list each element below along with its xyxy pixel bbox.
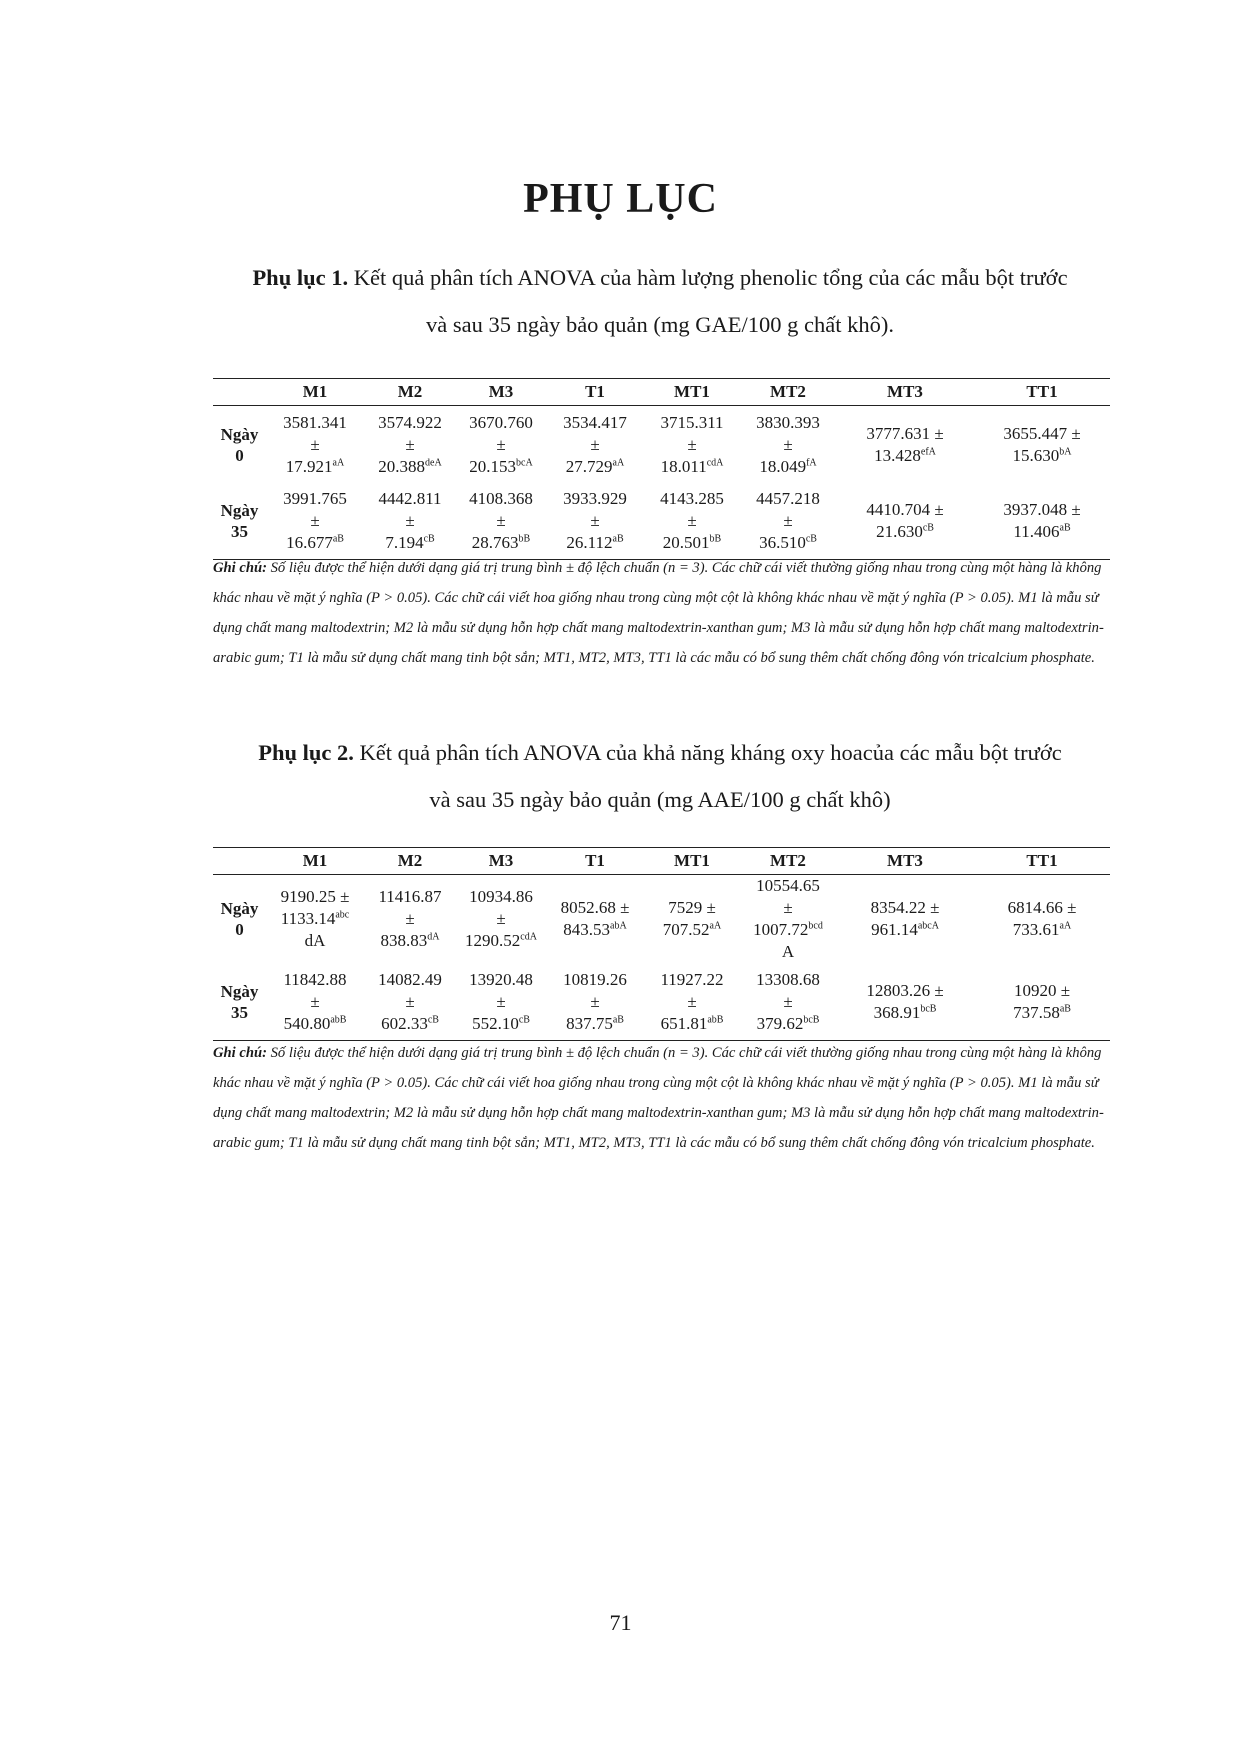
significance-letters: aA [612,456,625,468]
significance-letters: aA [1059,920,1072,932]
cell-value: 602.33 [381,1013,428,1033]
table-cell [266,963,364,1041]
cell-value: ± [496,909,506,928]
cell-value: ± [405,434,415,454]
cell-value: 3534.417 [563,412,627,432]
cell-value: 843.53 [563,920,611,939]
cell-value: ± [783,991,793,1011]
cell-value: 18.011 [660,456,707,476]
table-cell [546,963,644,1041]
note-text: Số liệu được thể hiện dưới dạng giá trị trung bình ± độ lệch chuẩn (n = 3). Các chữ cái viết thường giống nhau trong cùng một hàng là không khác nhau về mặt ý nghĩa (P > 0.05). Các chữ cái viết hoa giống nhau trong cùng một cột là không khác nhau về mặt ý nghĩa (P > 0.05). M1 là mẫu sử dụng chất mang maltodextrin; M2 là mẫu sử dụng hỗn hợp chất mang maltodextrin-xanthan gum; M3 là mẫu sử dụng hỗn hợp chất mang maltodextrin-arabic gum; T1 là mẫu sử dụng chất mang tinh bột sắn; MT1, MT2, MT3, TT1 là các mẫu có bổ sung thêm chất chống đông vón tricalcium phosphate. [213,560,1104,666]
row-header-text: Ngày [220,424,259,444]
cell-value: 3933.929 [563,489,627,508]
cell-value: 28.763 [471,533,519,552]
cell-value: 10920 ± [1013,980,1071,1000]
cell-value: 20.388 [378,456,426,476]
significance-letters: abcA [917,920,939,932]
table-cell [974,963,1110,1041]
significance-letters: cB [518,1013,530,1025]
table-cell [974,875,1110,964]
cell-value: 4143.285 [660,489,724,508]
column-header: TT1 [974,848,1110,875]
appendix2-note [213,1038,1118,1158]
cell-value: ± [405,909,415,928]
appendix1-label: Phụ lục 1. [252,265,349,290]
cell-value: 6814.66 ± [1007,898,1077,917]
cell-value: ± [405,991,415,1011]
significance-letters: cB [922,522,934,534]
table-cell [974,406,1110,484]
table-cell [836,406,974,484]
cell-value: 18.049 [759,456,807,476]
cell-value: 3777.631 ± [866,423,944,443]
note-label: Ghi chú: [213,560,267,576]
column-header: T1 [546,379,644,406]
cell-value: 4442.811 [378,489,442,508]
cell-value: ± [496,511,506,530]
column-header: MT3 [836,848,974,875]
page-number: 71 [609,1610,632,1635]
table-cell [740,483,836,560]
cell-value: ± [405,511,415,530]
table-cell [546,406,644,484]
note-text: Số liệu được thể hiện dưới dạng giá trị trung bình ± độ lệch chuẩn (n = 3). Các chữ cái viết thường giống nhau trong cùng một hàng là không khác nhau về mặt ý nghĩa (P > 0.05). Các chữ cái viết hoa giống nhau trong cùng một cột là không khác nhau về mặt ý nghĩa (P > 0.05). M1 là mẫu sử dụng chất mang maltodextrin; M2 là mẫu sử dụng hỗn hợp chất mang maltodextrin-xanthan gum; M3 là mẫu sử dụng hỗn hợp chất mang maltodextrin-arabic gum; T1 là mẫu sử dụng chất mang tinh bột sắn; MT1, MT2, MT3, TT1 là các mẫu có bổ sung thêm chất chống đông vón tricalcium phosphate. [213,1045,1104,1151]
cell-value: 8354.22 ± [870,898,940,917]
row-header-text: 35 [231,1002,248,1022]
significance-letters: deA [425,456,442,468]
significance-letters: fA [806,456,817,468]
cell-value: 21.630 [876,522,923,541]
significance-letters: efA [920,445,936,457]
table-cell [456,875,546,964]
table-cell [644,406,740,484]
cell-value: ± [496,991,506,1011]
significance-letters: bB [709,533,722,545]
significance-letters: bcA [516,456,533,468]
significance-letters: abc [335,909,350,921]
significance-letters: bA [1059,445,1072,457]
cell-value: 707.52 [662,920,710,939]
cell-value: 15.630 [1012,445,1060,465]
column-header: MT1 [644,848,740,875]
note-label: Ghi chú: [213,1045,267,1061]
appendix2-caption-line2: và sau 35 ngày bảo quản (mg AAE/100 g chất khô) [429,787,891,812]
table-cell [644,875,740,964]
cell-value: 737.58 [1013,1002,1060,1022]
table-cell [364,406,456,484]
page-title: PHỤ LỤC [523,176,718,222]
column-header: M1 [266,379,364,406]
header-corner [213,379,266,406]
appendix2-label: Phụ lục 2. [258,740,354,765]
significance-letters: abB [330,1013,347,1025]
column-header: MT2 [740,379,836,406]
significance-letters: cB [427,1013,439,1025]
cell-value: 8052.68 ± [560,898,630,917]
row-header-text: Ngày [220,501,259,520]
cell-value: 961.14 [871,920,918,939]
cell-value: 9190.25 ± [280,887,350,906]
column-header: M3 [456,379,546,406]
table-cell [456,483,546,560]
table-header-row [213,379,1110,406]
column-header: M2 [364,379,456,406]
cell-value: ± [783,898,793,917]
cell-value: 3991.765 [283,489,347,508]
row-header-text: 35 [231,522,248,541]
cell-value: 4108.368 [469,489,533,508]
significance-letters: dA [427,931,440,943]
cell-value: 13.428 [874,445,921,465]
table-cell [740,875,836,964]
table-cell [266,483,364,560]
cell-value: 379.62 [756,1013,804,1033]
cell-value: 10554.65 [756,876,820,895]
cell-value: 552.10 [472,1013,519,1033]
cell-value: 368.91 [873,1002,921,1022]
cell-value: 7.194 [385,533,424,552]
significance-letters: cdA [706,456,724,468]
table-cell [546,875,644,964]
row-header-text: Ngày [220,981,259,1001]
row-header-text: 0 [235,920,244,939]
header-corner [213,848,266,875]
appendix1-table [213,378,1110,560]
significance-letters: aB [612,1013,624,1025]
cell-value: 36.510 [759,533,806,552]
significance-letters: aB [1059,1002,1071,1014]
cell-value: 651.81 [660,1013,708,1033]
cell-value: ± [687,434,697,454]
cell-value: 14082.49 [378,969,442,989]
column-header: M1 [266,848,364,875]
significance-letters: aA [332,456,345,468]
table-row [213,963,1110,1041]
significance-letters: aA [709,920,722,932]
cell-value: ± [310,511,320,530]
cell-value: ± [783,511,793,530]
cell-value: 11.406 [1013,522,1060,541]
table-row [213,875,1110,964]
cell-value: 3937.048 ± [1003,500,1081,519]
table-cell [836,875,974,964]
cell-value: ± [310,991,320,1011]
appendix2-caption-line1: Kết quả phân tích ANOVA của khả năng kháng oxy hoacủa các mẫu bột trước [353,740,1062,765]
cell-value: 13308.68 [756,969,820,989]
table-cell [364,875,456,964]
cell-value: ± [310,434,320,454]
table-row [213,406,1110,484]
cell-value: 4410.704 ± [866,500,944,519]
cell-value: 1290.52 [465,931,521,950]
significance-letters: abB [707,1013,724,1025]
cell-value: 16.677 [286,533,333,552]
column-header: M2 [364,848,456,875]
table-cell [266,406,364,484]
significance-letters: aB [332,533,344,545]
table-cell [836,963,974,1041]
significance-letters: cB [805,533,817,545]
cell-value: ± [590,991,600,1011]
cell-value: 3715.311 [660,412,724,432]
cell-value: 733.61 [1012,920,1060,939]
cell-value: ± [687,991,697,1011]
appendix1-caption [195,254,1125,348]
appendix2-table [213,847,1110,1041]
significance-letters: abA [610,920,627,932]
table-cell [456,406,546,484]
column-header: M3 [456,848,546,875]
significance-letters: bcB [920,1002,937,1014]
cell-value: 1007.72 [753,920,809,939]
cell-value: 3670.760 [469,412,533,432]
row-header-text: Ngày [220,899,259,918]
column-header: MT2 [740,848,836,875]
table-cell [836,483,974,560]
cell-value: 3830.393 [756,412,820,432]
significance-letters: aB [612,533,624,545]
significance-letters: cdA [520,931,537,943]
table-cell [546,483,644,560]
table-cell [456,963,546,1041]
appendix1-caption-line1: Kết quả phân tích ANOVA của hàm lượng phenolic tổng của các mẫu bột trước [348,265,1068,290]
cell-value: ± [783,434,793,454]
table-cell [740,963,836,1041]
table-cell [644,963,740,1041]
row-header [213,963,266,1041]
table-cell [266,875,364,964]
column-header: T1 [546,848,644,875]
table-row [213,483,1110,560]
table-cell [364,963,456,1041]
cell-value: 4457.218 [756,489,820,508]
table-cell [974,483,1110,560]
cell-value: 10819.26 [563,969,627,989]
cell-value: ± [590,434,600,454]
cell-value: 13920.48 [469,969,533,989]
table-header-row [213,848,1110,875]
row-header [213,875,266,964]
appendix1-caption-line2: và sau 35 ngày bảo quản (mg GAE/100 g chất khô). [425,312,895,337]
cell-value: 27.729 [565,456,613,476]
cell-value: 838.83 [380,931,428,950]
cell-value: 3574.922 [378,412,442,432]
cell-value: 1133.14 [280,909,336,928]
cell-value: 20.153 [469,456,517,476]
column-header: MT3 [836,379,974,406]
table-cell [740,406,836,484]
significance-letters: cB [423,533,435,545]
cell-value: ± [496,434,506,454]
row-header [213,406,266,484]
significance-letters-continued: A [781,942,795,961]
cell-value: 26.112 [566,533,613,552]
appendix1-note [213,553,1118,673]
cell-value: 17.921 [285,456,333,476]
table-cell [364,483,456,560]
cell-value: 11416.87 [378,887,442,906]
appendix2-caption [195,729,1125,823]
cell-value: 3581.341 [283,412,347,432]
cell-value: ± [687,511,697,530]
significance-letters: bcB [803,1013,820,1025]
cell-value: 837.75 [566,1013,613,1033]
cell-value: 11842.88 [283,969,347,989]
cell-value: 10934.86 [469,887,533,906]
cell-value: 3655.447 ± [1003,423,1081,443]
cell-value: 20.501 [662,533,710,552]
cell-value: ± [590,511,600,530]
column-header: TT1 [974,379,1110,406]
cell-value: 7529 ± [668,898,716,917]
significance-letters: aB [1059,522,1071,534]
cell-value: 12803.26 ± [866,980,944,1000]
table-cell [644,483,740,560]
significance-letters-continued: dA [304,931,326,950]
significance-letters: bB [518,533,531,545]
column-header: MT1 [644,379,740,406]
cell-value: 540.80 [283,1013,331,1033]
cell-value: 11927.22 [660,969,724,989]
row-header-text: 0 [235,445,244,465]
row-header [213,483,266,560]
significance-letters: bcd [808,920,823,932]
